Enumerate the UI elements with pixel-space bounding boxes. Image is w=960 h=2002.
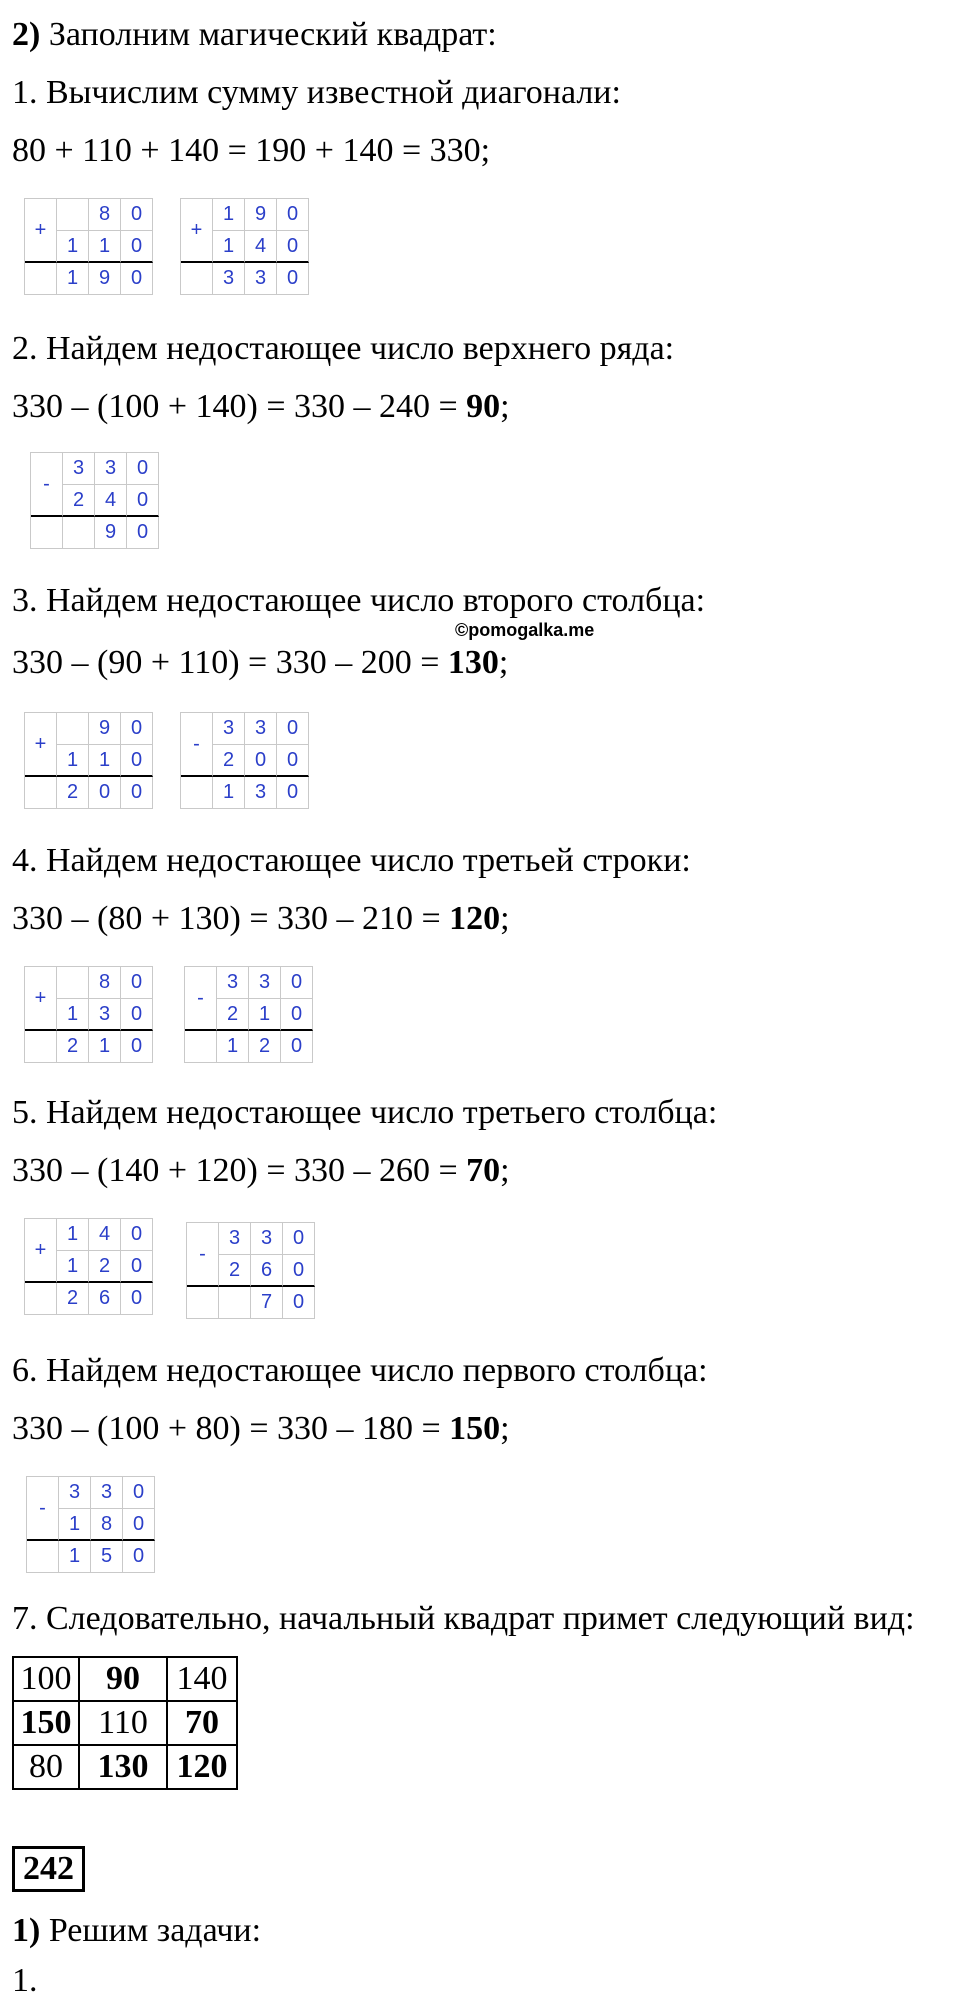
digit-cell: 4	[245, 231, 277, 263]
digit-cell: 0	[127, 485, 159, 517]
digit-cell: 6	[89, 1283, 121, 1315]
digit-cell: 3	[245, 777, 277, 809]
square-cell: 130	[79, 1745, 167, 1789]
digit-cell: 0	[281, 967, 313, 999]
digit-cell: 2	[89, 1251, 121, 1283]
column-calc-8	[24, 1218, 153, 1315]
digit-cell: 3	[95, 453, 127, 485]
digit-cell: 0	[283, 1255, 315, 1287]
step-2-text: 2. Найдем недостающее число верхнего ряда:	[12, 330, 675, 367]
expr-result: 130	[447, 644, 499, 681]
blank-cell	[25, 777, 57, 809]
step-3-expression	[12, 642, 508, 684]
digit-cell: 0	[277, 231, 309, 263]
digit-cell: 3	[213, 713, 245, 745]
square-cell: 80	[13, 1745, 79, 1789]
blank-cell	[25, 1283, 57, 1315]
square-row	[13, 1701, 237, 1745]
semicolon: ;	[500, 1410, 510, 1447]
last-line: 1.	[12, 1962, 38, 1999]
digit-cell: 0	[127, 453, 159, 485]
digit-cell	[63, 517, 95, 549]
column-calc-2	[180, 198, 309, 295]
digit-cell: 2	[219, 1255, 251, 1287]
digit-cell: 0	[121, 745, 153, 777]
digit-cell: 0	[89, 777, 121, 809]
column-calc-6	[24, 966, 153, 1063]
column-calc-4	[24, 712, 153, 809]
digit-cell: 8	[91, 1509, 123, 1541]
semicolon: ;	[500, 388, 510, 425]
intro-line	[12, 14, 497, 56]
digit-cell: 0	[121, 231, 153, 263]
digit-cell: 0	[277, 263, 309, 295]
digit-cell: 1	[89, 231, 121, 263]
column-calc-10	[26, 1476, 155, 1573]
digit-cell: 1	[217, 1031, 249, 1063]
digit-cell: 0	[121, 1219, 153, 1251]
column-calc-3	[30, 452, 159, 549]
digit-cell: 0	[127, 517, 159, 549]
digit-cell: 1	[59, 1541, 91, 1573]
blank-cell	[181, 777, 213, 809]
digit-cell: 0	[283, 1287, 315, 1319]
semicolon: ;	[500, 900, 510, 937]
blank-cell	[31, 517, 63, 549]
digit-cell: 1	[89, 745, 121, 777]
digit-cell: 5	[91, 1541, 123, 1573]
digit-cell: 3	[219, 1223, 251, 1255]
expr-text: 330 – (100 + 80) = 330 – 180 =	[12, 1410, 450, 1447]
digit-cell: 9	[245, 199, 277, 231]
digit-cell: 0	[245, 745, 277, 777]
digit-cell	[57, 967, 89, 999]
digit-cell: 6	[251, 1255, 283, 1287]
digit-cell: 0	[283, 1223, 315, 1255]
digit-cell: 3	[59, 1477, 91, 1509]
step-3-text: 3. Найдем недостающее число второго столбца:	[12, 582, 706, 619]
digit-cell	[57, 713, 89, 745]
digit-cell: 1	[249, 999, 281, 1031]
digit-cell: 0	[121, 1283, 153, 1315]
task-number-box: 242	[12, 1846, 85, 1892]
digit-cell: 0	[121, 263, 153, 295]
step-5-text: 5. Найдем недостающее число третьего столбца:	[12, 1094, 718, 1131]
digit-cell: 0	[277, 777, 309, 809]
square-cell: 90	[79, 1657, 167, 1701]
semicolon: ;	[498, 644, 509, 681]
digit-cell: 1	[57, 999, 89, 1031]
digit-cell: 4	[89, 1219, 121, 1251]
operator-sign: +	[25, 199, 57, 263]
digit-cell: 0	[281, 999, 313, 1031]
digit-cell: 8	[89, 199, 121, 231]
digit-cell: 3	[89, 999, 121, 1031]
digit-cell: 3	[249, 967, 281, 999]
digit-cell: 3	[91, 1477, 123, 1509]
step-7-text: 7. Следовательно, начальный квадрат примет следующий вид:	[12, 1600, 915, 1637]
blank-cell	[185, 1031, 217, 1063]
operator-sign: +	[181, 199, 213, 263]
expr-text: 330 – (90 + 110) = 330 – 200 =	[12, 644, 448, 681]
expr-text: 330 – (100 + 140) = 330 – 240 =	[12, 388, 467, 425]
digit-cell: 1	[213, 199, 245, 231]
step-1-expression: 80 + 110 + 140 = 190 + 140 = 330;	[12, 132, 491, 169]
intro-text: Заполним магический квадрат:	[40, 16, 497, 53]
square-cell: 70	[167, 1701, 237, 1745]
digit-cell: 1	[89, 1031, 121, 1063]
expr-result: 70	[466, 1152, 501, 1189]
digit-cell: 4	[95, 485, 127, 517]
operator-sign: -	[185, 967, 217, 1031]
digit-cell	[57, 199, 89, 231]
task-intro-line	[12, 1910, 261, 1952]
blank-cell	[181, 263, 213, 295]
digit-cell: 0	[121, 713, 153, 745]
digit-cell: 2	[57, 1283, 89, 1315]
blank-cell	[25, 263, 57, 295]
expr-result: 120	[449, 900, 501, 937]
step-4-expression	[12, 898, 510, 940]
operator-sign: +	[25, 967, 57, 1031]
expr-text: 330 – (140 + 120) = 330 – 260 =	[12, 1152, 467, 1189]
digit-cell: 3	[213, 263, 245, 295]
digit-cell: 9	[95, 517, 127, 549]
digit-cell: 9	[89, 263, 121, 295]
digit-cell: 0	[121, 1251, 153, 1283]
digit-cell: 3	[245, 263, 277, 295]
digit-cell: 3	[217, 967, 249, 999]
digit-cell: 1	[57, 231, 89, 263]
step-2-expression	[12, 386, 510, 428]
square-cell: 140	[167, 1657, 237, 1701]
square-cell: 120	[167, 1745, 237, 1789]
digit-cell: 3	[245, 713, 277, 745]
expr-result: 150	[449, 1410, 501, 1447]
task-part-number: 1)	[12, 1912, 41, 1949]
operator-sign: -	[31, 453, 63, 517]
digit-cell: 0	[281, 1031, 313, 1063]
digit-cell: 7	[251, 1287, 283, 1319]
digit-cell: 0	[123, 1509, 155, 1541]
square-row	[13, 1745, 237, 1789]
blank-cell	[187, 1287, 219, 1319]
digit-cell: 2	[213, 745, 245, 777]
operator-sign: +	[25, 1219, 57, 1283]
magic-square	[12, 1656, 238, 1790]
digit-cell: 8	[89, 967, 121, 999]
digit-cell: 9	[89, 713, 121, 745]
operator-sign: +	[25, 713, 57, 777]
square-cell: 100	[13, 1657, 79, 1701]
digit-cell: 2	[249, 1031, 281, 1063]
digit-cell: 0	[277, 713, 309, 745]
digit-cell: 1	[213, 777, 245, 809]
digit-cell: 1	[57, 745, 89, 777]
digit-cell: 2	[63, 485, 95, 517]
digit-cell: 0	[121, 967, 153, 999]
step-4-text: 4. Найдем недостающее число третьей строки:	[12, 842, 691, 879]
digit-cell: 1	[59, 1509, 91, 1541]
digit-cell: 0	[123, 1541, 155, 1573]
column-calc-1	[24, 198, 153, 295]
square-row	[13, 1657, 237, 1701]
operator-sign: -	[27, 1477, 59, 1541]
watermark: ©pomogalka.me	[455, 620, 595, 640]
column-calc-7	[184, 966, 313, 1063]
digit-cell: 2	[57, 777, 89, 809]
column-calc-5	[180, 712, 309, 809]
digit-cell: 1	[57, 1219, 89, 1251]
operator-sign: -	[187, 1223, 219, 1287]
digit-cell: 1	[57, 1251, 89, 1283]
column-calc-9	[186, 1222, 315, 1319]
expr-result: 90	[466, 388, 501, 425]
step-5-expression	[12, 1150, 510, 1192]
square-cell: 110	[79, 1701, 167, 1745]
digit-cell: 3	[251, 1223, 283, 1255]
blank-cell	[25, 1031, 57, 1063]
digit-cell: 0	[123, 1477, 155, 1509]
square-cell: 150	[13, 1701, 79, 1745]
step-6-expression	[12, 1408, 510, 1450]
operator-sign: -	[181, 713, 213, 777]
expr-text: 330 – (80 + 130) = 330 – 210 =	[12, 900, 450, 937]
digit-cell: 0	[121, 199, 153, 231]
blank-cell	[27, 1541, 59, 1573]
step-1-text: 1. Вычислим сумму известной диагонали:	[12, 74, 621, 111]
digit-cell: 0	[277, 745, 309, 777]
digit-cell: 0	[277, 199, 309, 231]
task-intro-text: Решим задачи:	[40, 1912, 262, 1949]
part-number: 2)	[12, 16, 41, 53]
digit-cell: 0	[121, 999, 153, 1031]
digit-cell: 0	[121, 1031, 153, 1063]
digit-cell: 2	[57, 1031, 89, 1063]
digit-cell: 2	[217, 999, 249, 1031]
digit-cell: 0	[121, 777, 153, 809]
semicolon: ;	[500, 1152, 510, 1189]
digit-cell: 1	[213, 231, 245, 263]
step-6-text: 6. Найдем недостающее число первого столбца:	[12, 1352, 708, 1389]
digit-cell: 1	[57, 263, 89, 295]
digit-cell	[219, 1287, 251, 1319]
digit-cell: 3	[63, 453, 95, 485]
